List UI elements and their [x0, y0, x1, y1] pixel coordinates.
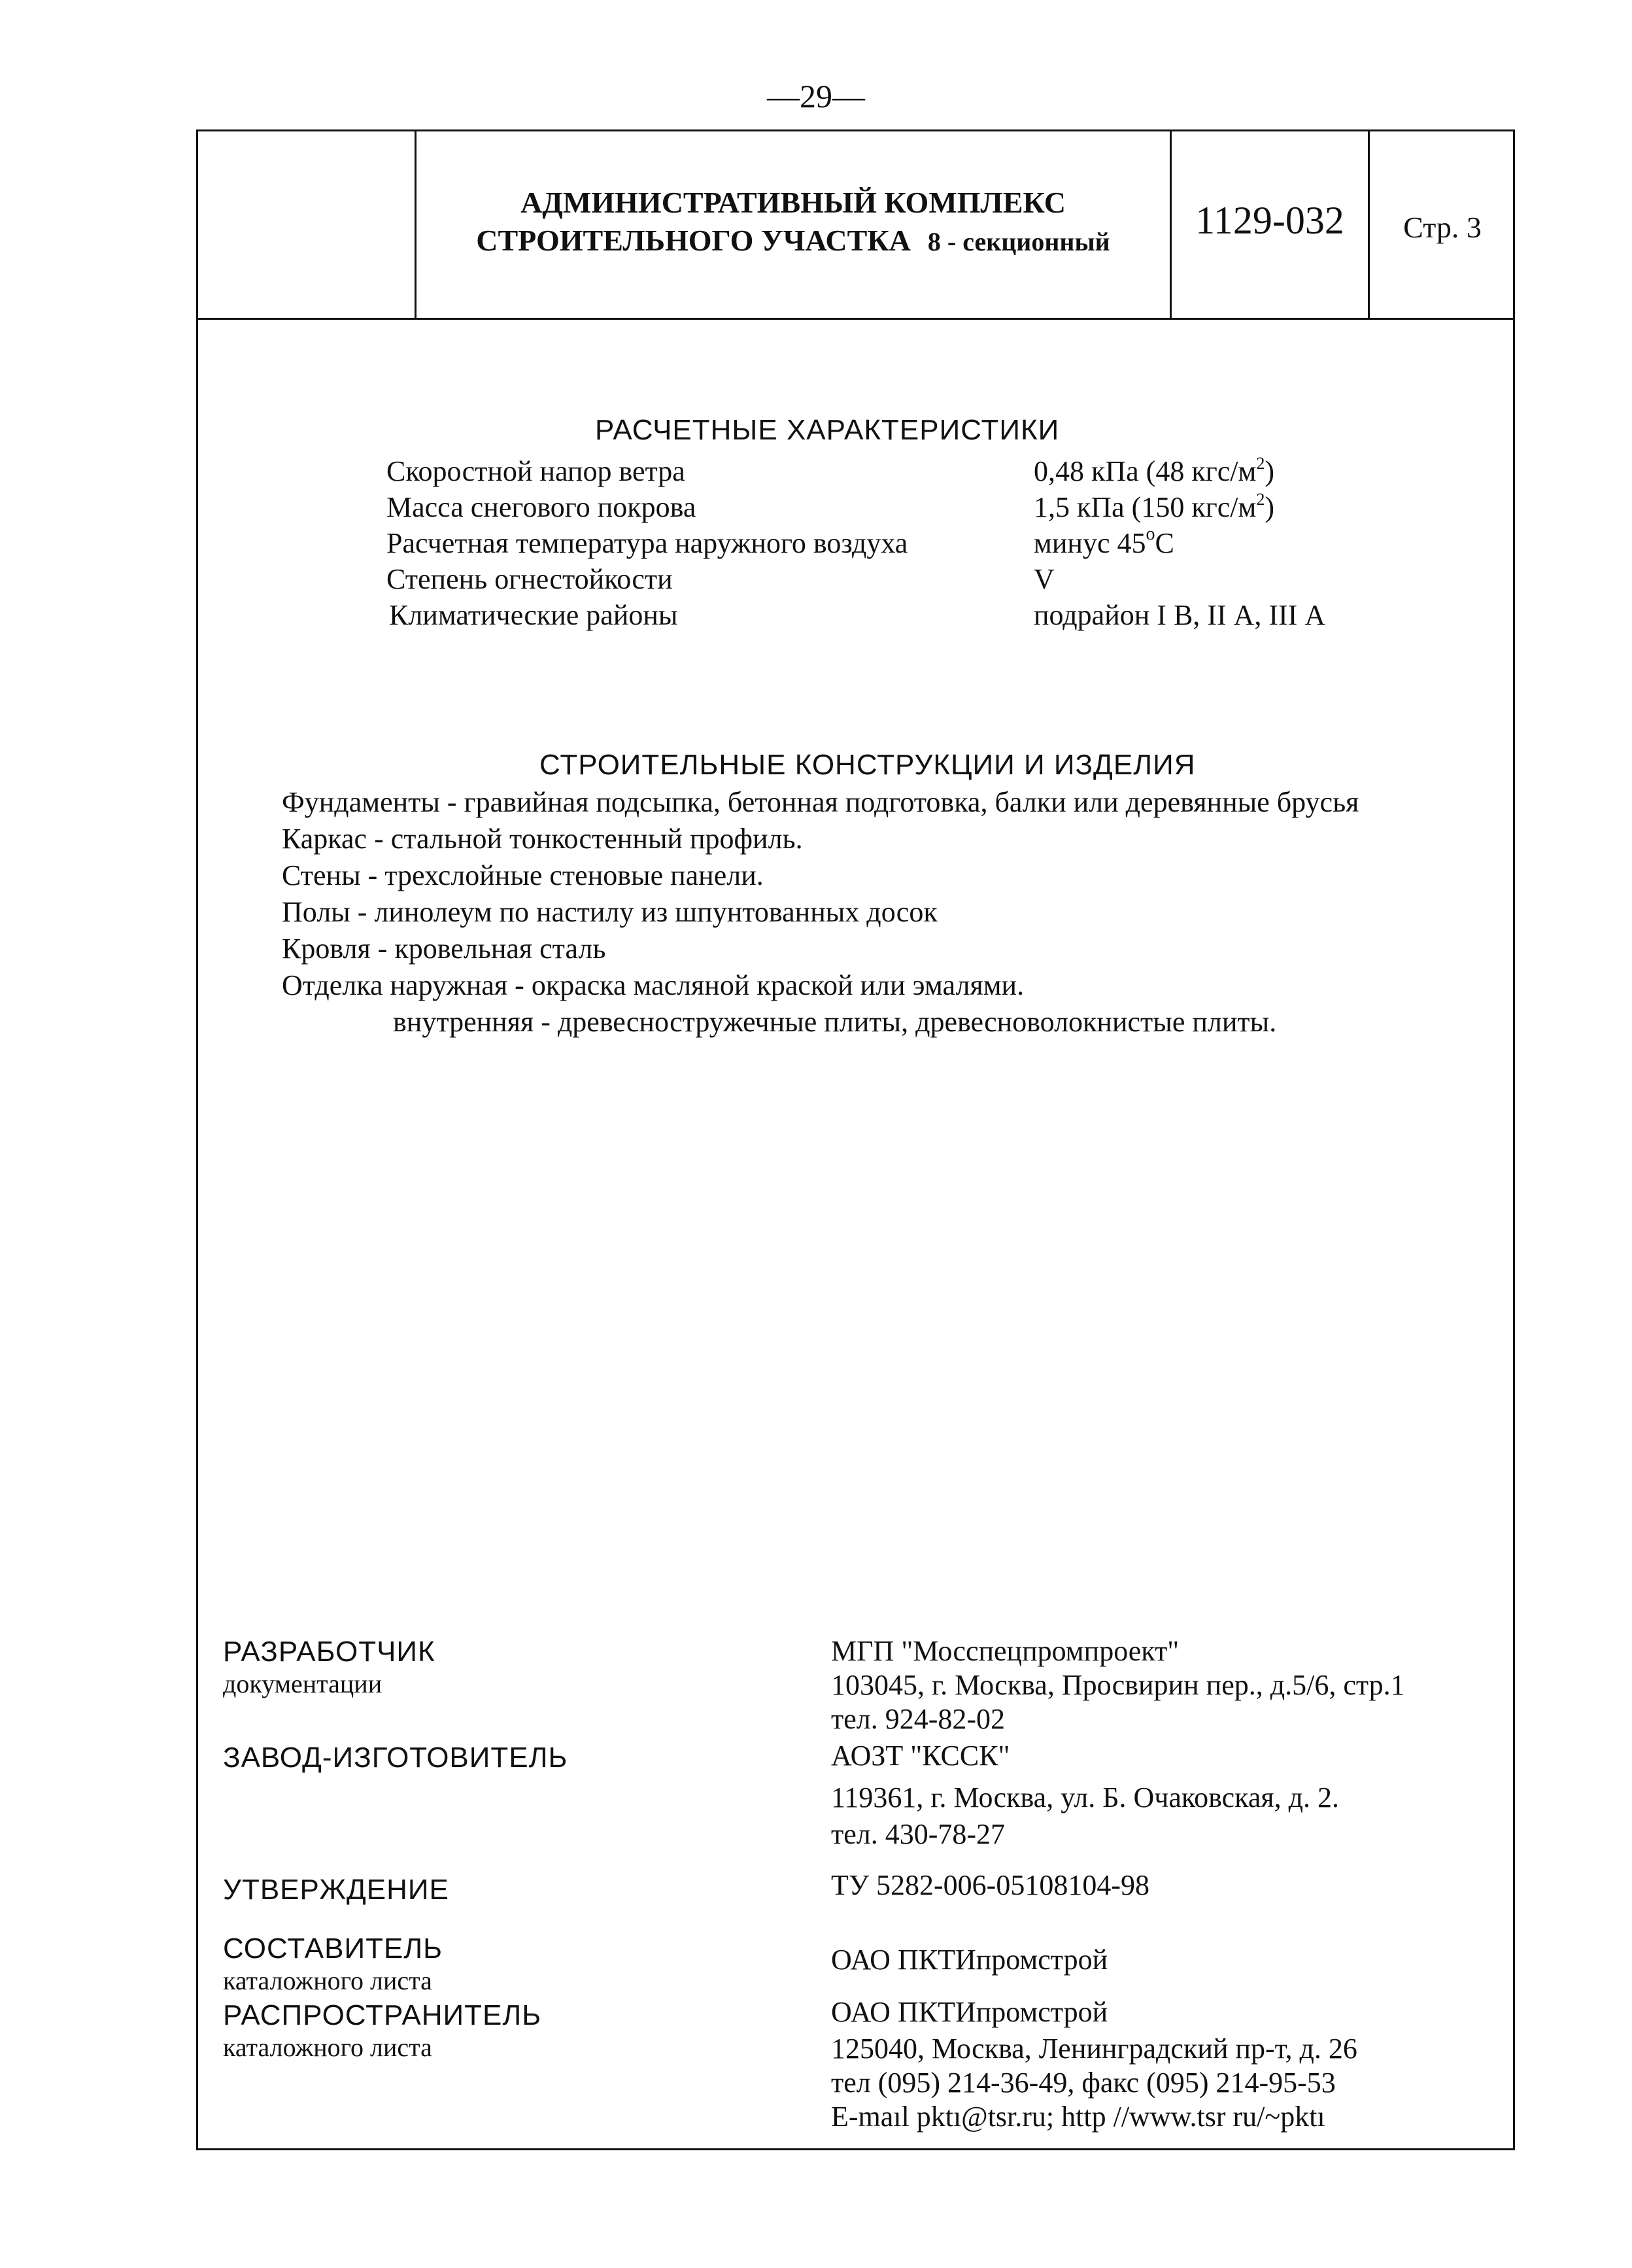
document-code: 1129-032 [1195, 199, 1344, 242]
distributor-contacts: E-maıl pktı@tsr.ru; http //www.tsr ru/~pktı [831, 2101, 1325, 2133]
characteristic-value-sup: 2 [1256, 490, 1265, 509]
title-block-page-cell [1370, 131, 1515, 318]
construction-line: Стены - трехслойные стеновые панели. [282, 859, 764, 891]
developer-phone: тел. 924-82-02 [831, 1703, 1006, 1735]
manufacturer-phone: тел. 430-78-27 [831, 1818, 1006, 1850]
manufacturer-label: ЗАВОД-ИЗГОТОВИТЕЛЬ [223, 1742, 568, 1774]
characteristic-value-tail: ) [1265, 491, 1275, 523]
document-title-line2-text: СТРОИТЕЛЬНОГО УЧАСТКА [476, 224, 911, 257]
characteristic-value-main: 1,5 кПа (150 кгс/м [1034, 491, 1257, 523]
developer-label: РАЗРАБОТЧИК [223, 1636, 435, 1668]
characteristic-label: Расчетная температура наружного воздуха [386, 527, 908, 559]
construction-line: Отделка наружная - окраска масляной краской или эмалями. [282, 969, 1025, 1001]
compiler-label: СОСТАВИТЕЛЬ [223, 1933, 443, 1965]
distributor-name: ОАО ПКТИпромстрой [831, 1996, 1108, 2028]
manufacturer-name: АОЗТ "КССК" [831, 1740, 1010, 1772]
characteristic-value: V [1034, 563, 1055, 595]
construction-line: Фундаменты - гравийная подсыпка, бетонная подготовка, балки или деревянные брусья [282, 786, 1359, 818]
title-block [198, 131, 1513, 320]
construction-line: внутренняя - древесностружечные плиты, древесноволокнистые плиты. [393, 1006, 1277, 1038]
characteristic-value [1034, 526, 1174, 560]
degree-sign: о [1146, 524, 1155, 544]
approval-value: ТУ 5282-006-05108104-98 [831, 1869, 1149, 1901]
document-subtype: 8 - секционный [927, 227, 1110, 256]
page-number: —29— [767, 78, 865, 114]
compiler-value: ОАО ПКТИпромстрой [831, 1944, 1108, 1976]
characteristic-value-tail: ) [1265, 455, 1275, 487]
approval-label: УТВЕРЖДЕНИЕ [223, 1874, 449, 1906]
developer-address: 103045, г. Москва, Просвирин пер., д.5/6, стр.1 [831, 1669, 1405, 1701]
title-block-name-cell [416, 131, 1172, 318]
developer-sublabel: документации [223, 1669, 382, 1698]
characteristic-value: подрайон I В, II А, III А [1034, 599, 1326, 631]
characteristic-value [1034, 490, 1274, 524]
document-frame [196, 129, 1515, 2150]
characteristic-value-tail: С [1155, 527, 1174, 559]
page-label: Стр. 3 [1403, 211, 1482, 244]
distributor-address: 125040, Москва, Ленинградский пр-т, д. 26 [831, 2033, 1357, 2065]
document-title-line1: АДМИНИСТРАТИВНЫЙ КОМПЛЕКС [520, 186, 1066, 219]
manufacturer-address: 119361, г. Москва, ул. Б. Очаковская, д. 2. [831, 1781, 1339, 1813]
document-title-line2 [416, 222, 1170, 261]
constructions-title: СТРОИТЕЛЬНЫЕ КОНСТРУКЦИИ И ИЗДЕЛИЯ [539, 749, 1196, 781]
characteristic-value-main: минус 45 [1034, 527, 1146, 559]
distributor-label: РАСПРОСТРАНИТЕЛЬ [223, 1999, 542, 2031]
construction-line: Кровля - кровельная сталь [282, 933, 606, 965]
characteristic-value-main: 0,48 кПа (48 кгс/м [1034, 455, 1257, 487]
compiler-sublabel: каталожного листа [223, 1966, 432, 1995]
title-block-code-cell [1172, 131, 1370, 318]
characteristic-value [1034, 455, 1274, 488]
construction-line: Каркас - стальной тонкостенный профиль. [282, 823, 803, 855]
characteristic-label: Скоростной напор ветра [386, 455, 685, 487]
title-block-empty-cell [198, 131, 416, 318]
document-title [416, 184, 1170, 261]
characteristic-value-sup: 2 [1256, 454, 1265, 473]
distributor-phone: тел (095) 214-36-49, факс (095) 214-95-53 [831, 2067, 1336, 2099]
developer-name: МГП "Мосспецпромпроект" [831, 1635, 1180, 1667]
distributor-sublabel: каталожного листа [223, 2033, 432, 2062]
construction-line: Полы - линолеум по настилу из шпунтованных досок [282, 896, 938, 928]
design-characteristics-title: РАСЧЕТНЫЕ ХАРАКТЕРИСТИКИ [595, 414, 1060, 446]
characteristic-label: Степень огнестойкости [386, 563, 673, 595]
characteristic-label: Климатические районы [389, 599, 678, 631]
characteristic-label: Масса снегового покрова [386, 491, 696, 523]
